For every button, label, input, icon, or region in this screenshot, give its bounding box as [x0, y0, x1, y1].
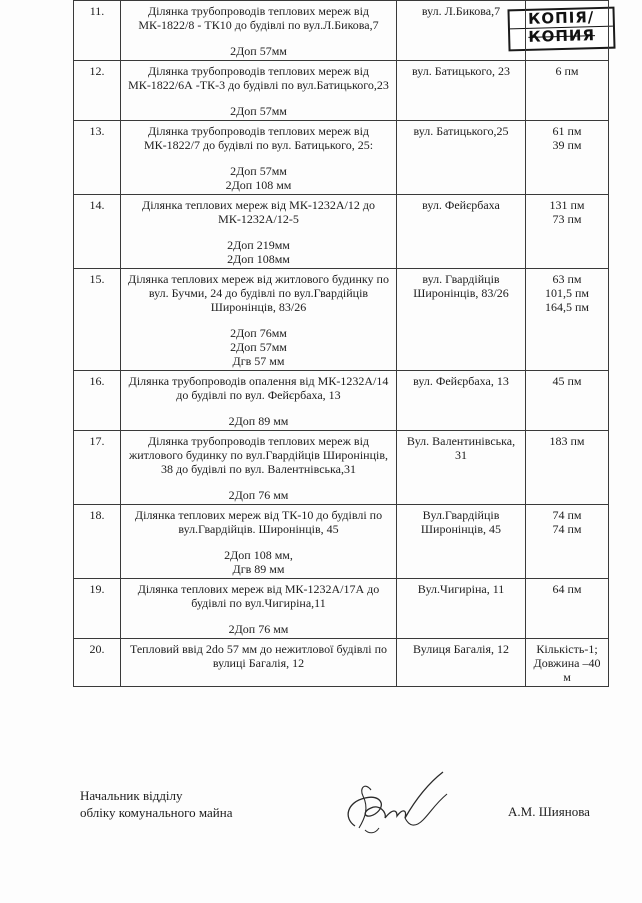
property-register-table [73, 0, 609, 687]
length-value: 73 пм [552, 212, 582, 226]
length-value: 183 пм [549, 434, 585, 448]
section-title: Ділянка трубопроводів теплових мереж від МК-1822/8 - ТК10 до будівлі по вул.Л.Бикова,7 [138, 4, 379, 32]
length-value: 45 пм [552, 374, 582, 388]
length-cell [526, 61, 609, 121]
pipe-spec: 2Доп 76 мм [228, 622, 289, 636]
address: Вул. Валентинівська, 31 [397, 431, 526, 505]
table-row [74, 371, 609, 431]
section-description [121, 431, 397, 505]
stamp-line-1: КОПІЯ/ [510, 9, 613, 30]
length-value: 74 пм [552, 522, 582, 536]
pipe-spec: 2Доп 108 мм, [224, 548, 293, 562]
pipe-spec: 2Доп 76 мм [228, 488, 289, 502]
signer-name: А.М. Шиянова [508, 804, 590, 819]
address: вул. Батицького,25 [397, 121, 526, 195]
pipe-spec: 2Доп 219мм [227, 238, 290, 252]
row-number: 13. [74, 121, 121, 195]
table-row [74, 61, 609, 121]
length-cell [526, 639, 609, 687]
section-description [121, 121, 397, 195]
address: вул. Фейєрбаха, 13 [397, 371, 526, 431]
pipe-spec: 2Доп 76мм [230, 326, 287, 340]
section-description [121, 269, 397, 371]
length-value: 131 пм [549, 198, 585, 212]
length-cell [526, 505, 609, 579]
pipe-spec: 2Доп 57мм [230, 44, 287, 58]
table-row [74, 639, 609, 687]
length-cell [526, 121, 609, 195]
section-title: Ділянка теплових мереж від житлового будинку по вул. Бучми, 24 до будівлі по вул.Гвардійців Широнінців, 83/26 [128, 272, 389, 314]
length-value: 101,5 пм [544, 286, 589, 300]
table-row [74, 1, 609, 61]
row-number: 16. [74, 371, 121, 431]
handwritten-signature [335, 768, 465, 838]
length-cell [526, 195, 609, 269]
table-row [74, 579, 609, 639]
signature-block [80, 787, 232, 821]
section-title: Ділянка теплових мереж від ТК-10 до будівлі по вул.Гвардійців. Широнінців, 45 [134, 508, 383, 536]
length-cell [526, 371, 609, 431]
section-description [121, 61, 397, 121]
address: Вул.Гвардійців Широнінців, 45 [397, 505, 526, 579]
row-number: 12. [74, 61, 121, 121]
pipe-spec: Дгв 57 мм [232, 354, 285, 368]
section-title: Ділянка трубопроводів теплових мереж від житлового будинку по вул.Гвардійців Широнінців, 38 до будівлі по вул. Валентнівська,31 [128, 434, 389, 476]
length-value: 6 пм [555, 64, 579, 78]
section-description [121, 371, 397, 431]
row-number: 14. [74, 195, 121, 269]
length-value: 61 пм [552, 124, 582, 138]
address: Вулиця Багалія, 12 [397, 639, 526, 687]
table-row [74, 121, 609, 195]
address: вул. Гвардійців Широнінців, 83/26 [397, 269, 526, 371]
length-cell [526, 1, 609, 61]
pipe-spec: 2Доп 108 мм [225, 178, 292, 192]
address: Вул.Чигиріна, 11 [397, 579, 526, 639]
pipe-spec: 2Доп 108мм [227, 252, 290, 266]
length-cell [526, 431, 609, 505]
row-number: 18. [74, 505, 121, 579]
length-cell [526, 579, 609, 639]
section-title: Ділянка трубопроводів опалення від МК-1232А/14 до будівлі по вул. Фейєрбаха, 13 [128, 374, 389, 402]
section-title: Ділянка трубопроводів теплових мереж від МК-1822/7 до будівлі по вул. Батицького, 25: [143, 124, 374, 152]
length-value: 74 пм [552, 508, 582, 522]
table-row [74, 505, 609, 579]
length-value: 64 пм [552, 582, 582, 596]
row-number: 19. [74, 579, 121, 639]
pipe-spec: 2Доп 57мм [230, 104, 287, 118]
pipe-spec: 2Доп 57мм [230, 164, 287, 178]
pipe-spec: 2Доп 57мм [230, 340, 287, 354]
section-title: Ділянка трубопроводів теплових мереж від МК-1822/6А -ТК-3 до будівлі по вул.Батицького,23 [128, 64, 389, 92]
section-description [121, 195, 397, 269]
table-row [74, 195, 609, 269]
section-description [121, 1, 397, 61]
pipe-spec: Дгв 89 мм [232, 562, 285, 576]
length-value: Кількість-1; [536, 642, 598, 656]
address: вул. Фейєрбаха [397, 195, 526, 269]
section-description [121, 639, 397, 687]
table-row [74, 269, 609, 371]
address: вул. Л.Бикова,7 [397, 1, 526, 61]
row-number: 15. [74, 269, 121, 371]
section-description [121, 505, 397, 579]
section-title: Ділянка теплових мереж від МК-1232А/12 до МК-1232А/12-5 [142, 198, 375, 226]
address: вул. Батицького, 23 [397, 61, 526, 121]
pipe-spec: 2Доп 89 мм [228, 414, 289, 428]
length-value: 164,5 пм [544, 300, 589, 314]
table-row [74, 431, 609, 505]
row-number: 20. [74, 639, 121, 687]
position-title-line-1: Начальник відділу [80, 788, 183, 803]
row-number: 17. [74, 431, 121, 505]
section-title: Тепловий ввід 2do 57 мм до нежитлової будівлі по вулиці Багалія, 12 [129, 642, 388, 670]
length-cell [526, 269, 609, 371]
length-value: 39 пм [552, 138, 582, 152]
position-title-line-2: обліку комунального майна [80, 805, 233, 820]
section-title: Ділянка теплових мереж від МК-1232А/17А до будівлі по вул.Чигиріна,11 [137, 582, 380, 610]
stamp-line-2: КОПИЯ [528, 26, 596, 46]
length-value: Довжина –40 м [533, 656, 601, 684]
section-description [121, 579, 397, 639]
length-value: 63 пм [552, 272, 582, 286]
row-number: 11. [74, 1, 121, 61]
